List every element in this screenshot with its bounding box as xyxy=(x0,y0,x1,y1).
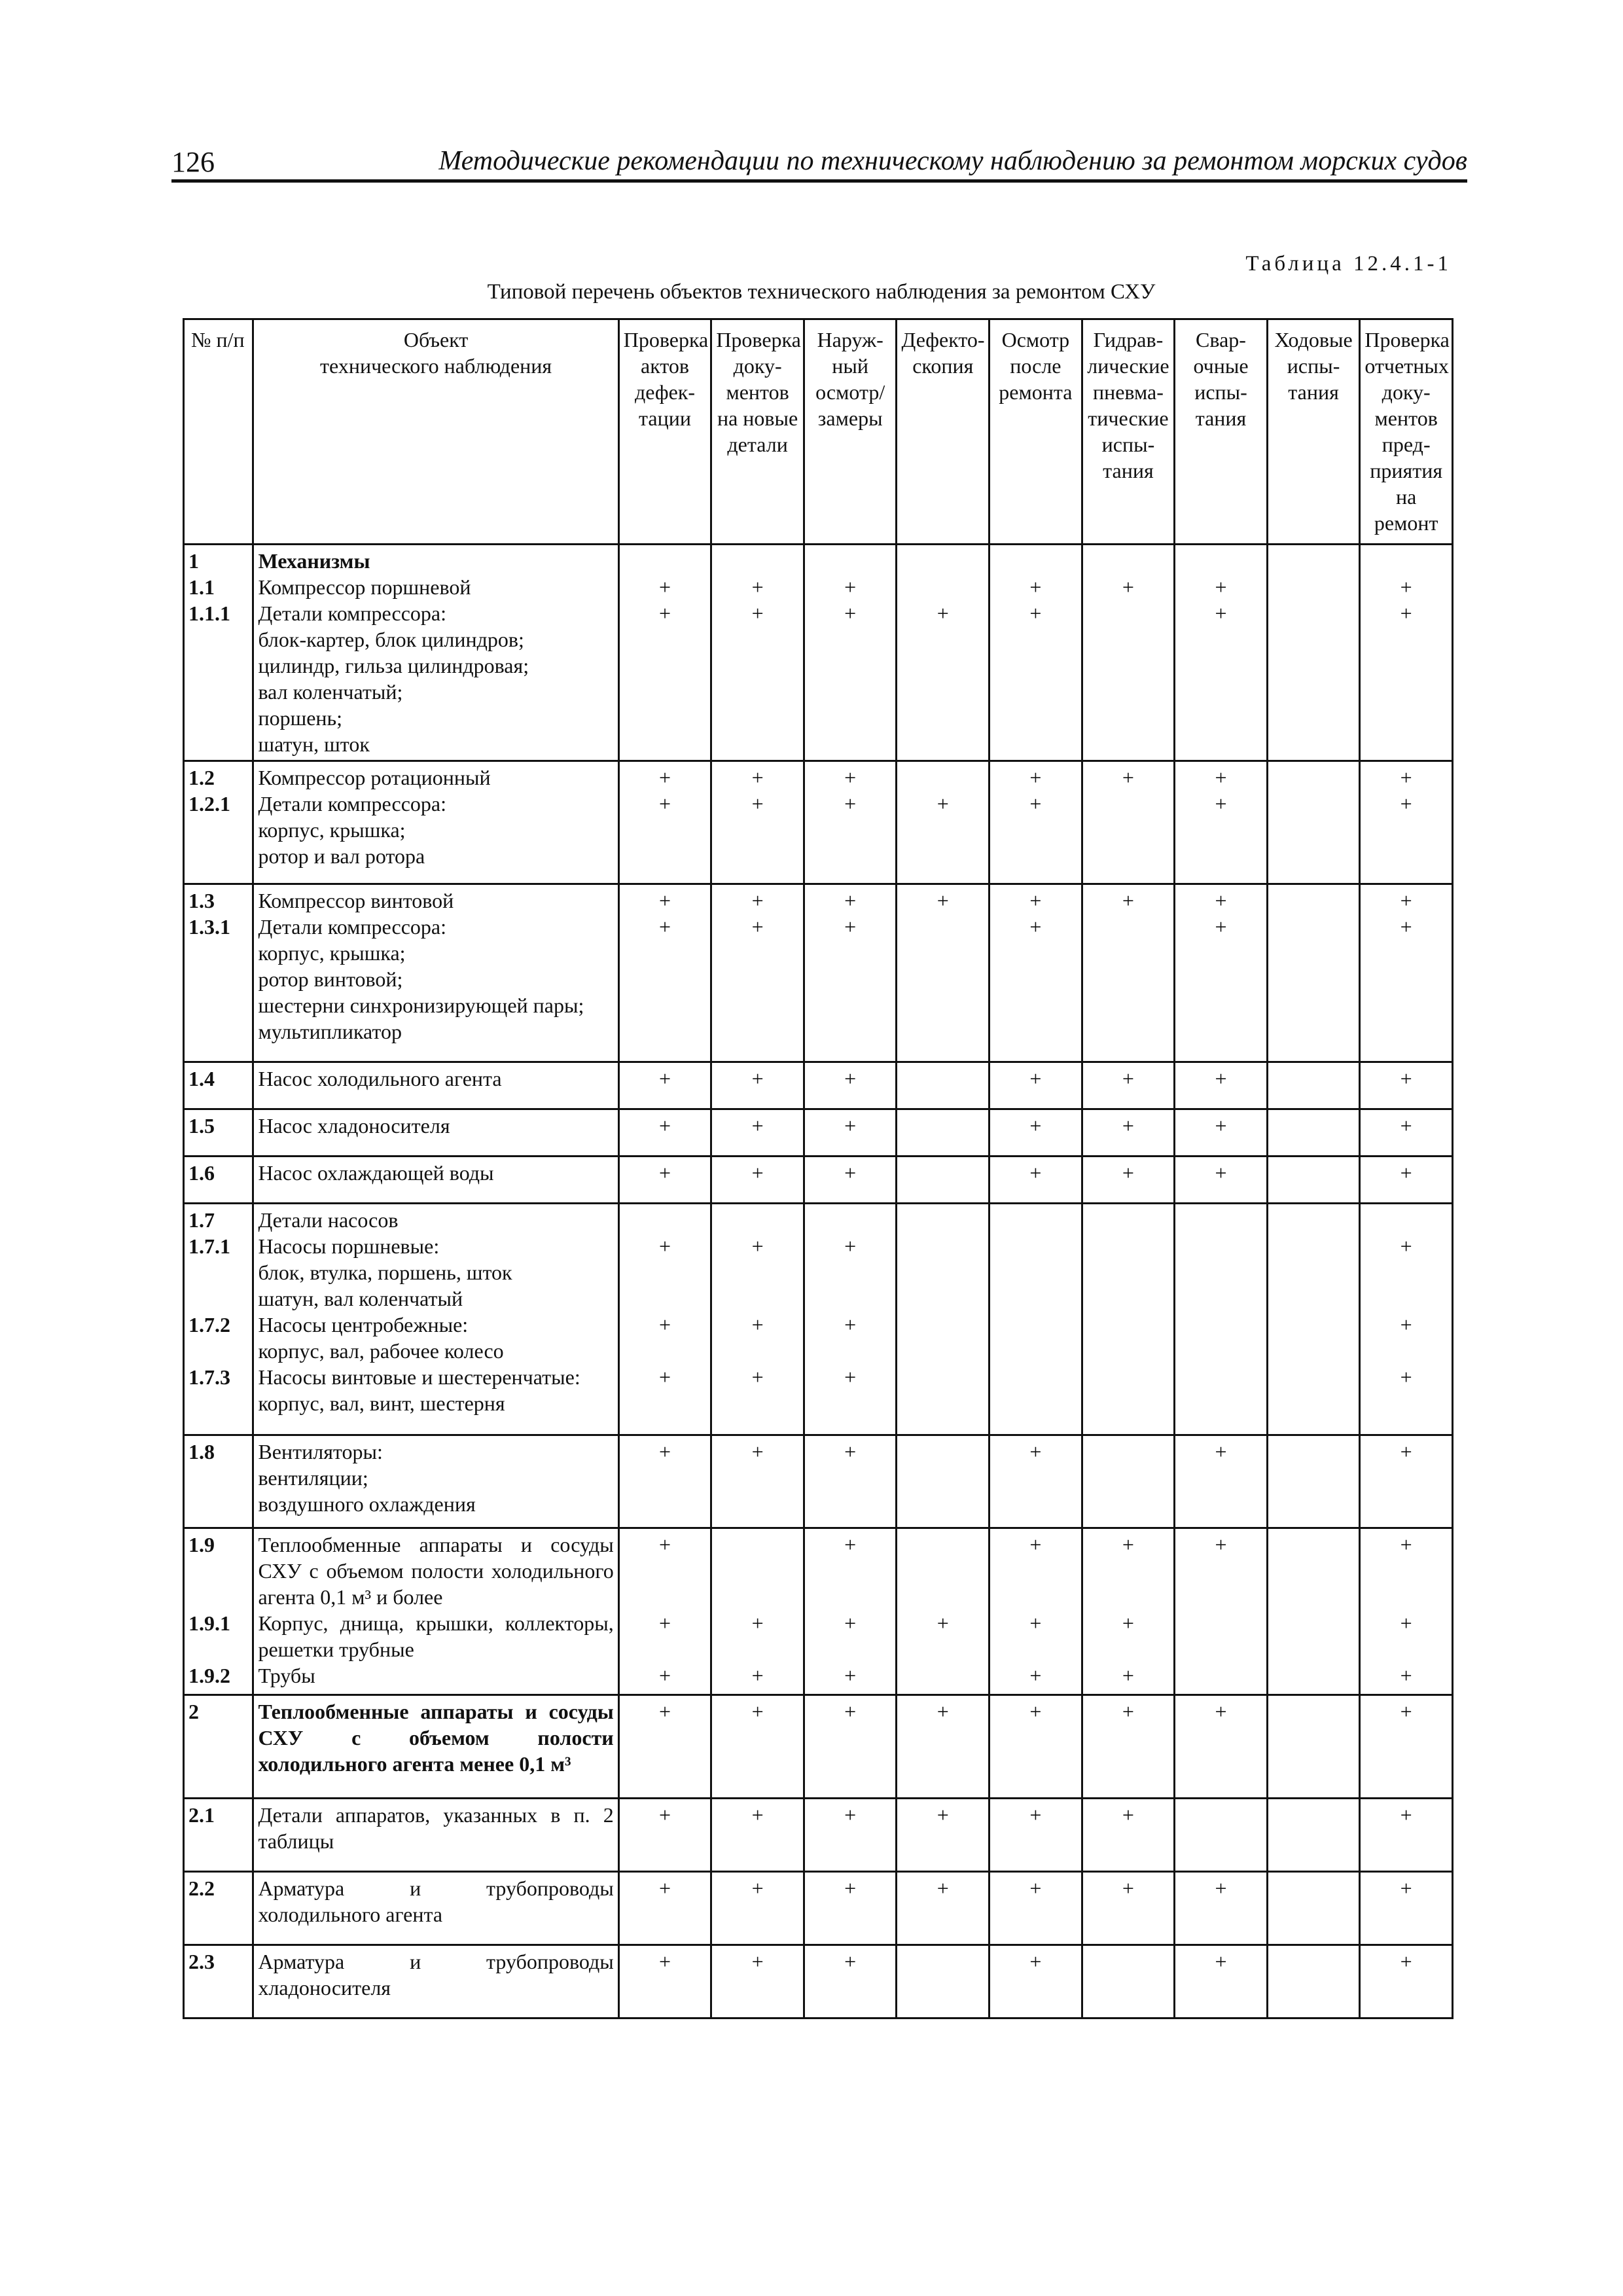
check-mark-cell: + + xyxy=(711,884,804,1062)
inspection-object xyxy=(253,761,618,884)
check-mark-cell: + xyxy=(1082,1062,1175,1109)
check-mark-cell: + + xyxy=(1360,545,1453,761)
check-mark-cell: + xyxy=(1082,545,1175,761)
check-mark-cell: + xyxy=(711,1799,804,1872)
object-text: Насос хладоносителя xyxy=(258,1114,450,1138)
check-mark-cell xyxy=(990,1204,1082,1435)
check-mark-cell: + + + xyxy=(618,1528,711,1695)
check-mark-cell xyxy=(1267,1945,1360,2018)
table-label: Таблица 12.4.1-1 xyxy=(1245,252,1452,276)
inspection-object xyxy=(253,1799,618,1872)
object-text: Компрессор ротационный Детали компрессора: корпус, крышка; ротор и вал ротора xyxy=(258,766,491,868)
check-mark-cell: + xyxy=(618,1109,711,1157)
check-mark-cell: + xyxy=(990,1799,1082,1872)
column-header: № п/п xyxy=(184,319,253,545)
check-mark-cell: + xyxy=(1360,1109,1453,1157)
check-mark-cell: + xyxy=(618,1157,711,1204)
object-text: Арматура и трубопроводы хладоносителя xyxy=(258,1950,614,2000)
check-mark-cell: + xyxy=(1175,1435,1268,1528)
check-mark-cell: + + xyxy=(711,545,804,761)
inspection-table xyxy=(183,318,1454,2019)
check-mark-cell xyxy=(1267,1204,1360,1435)
column-header: Осмотр после ремонта xyxy=(990,319,1082,545)
check-mark-cell: + + xyxy=(804,761,897,884)
check-mark-cell: + xyxy=(1175,1945,1268,2018)
inspection-object xyxy=(253,1945,618,2018)
column-header: Свар- очные испы- тания xyxy=(1175,319,1268,545)
check-mark-cell: + xyxy=(990,1062,1082,1109)
item-number: 1.5 xyxy=(184,1109,253,1157)
check-mark-cell: + + xyxy=(618,761,711,884)
item-number: 1.2 1.2.1 xyxy=(184,761,253,884)
check-mark-cell: + + xyxy=(1175,545,1268,761)
check-mark-cell: + + xyxy=(804,545,897,761)
check-mark-cell: + xyxy=(990,1109,1082,1157)
check-mark-cell: + xyxy=(804,1109,897,1157)
check-mark-cell xyxy=(897,1945,990,2018)
check-mark-cell: + xyxy=(1082,1157,1175,1204)
check-mark-cell: + xyxy=(1082,761,1175,884)
check-mark-cell: + + xyxy=(711,761,804,884)
table-row xyxy=(184,1157,1453,1204)
column-header: Ходовые испы- тания xyxy=(1267,319,1360,545)
inspection-object xyxy=(253,1204,618,1435)
item-number: 1.6 xyxy=(184,1157,253,1204)
table-row xyxy=(184,884,1453,1062)
object-text: Теплообменные аппараты и сосуды СХУ с объемом полости холодильного агента 0,1 м³ и более Корпус, днища, крышки, коллекторы, решетки трубные Трубы xyxy=(258,1533,614,1687)
check-mark-cell: + xyxy=(1082,884,1175,1062)
check-mark-cell: + xyxy=(711,1062,804,1109)
table-caption: Типовой перечень объектов технического наблюдения за ремонтом СХУ xyxy=(487,280,1156,304)
check-mark-cell: + + + xyxy=(618,1204,711,1435)
check-mark-cell: + xyxy=(990,1695,1082,1799)
object-text: Насос охлаждающей воды xyxy=(258,1161,494,1185)
check-mark-cell: + + + xyxy=(711,1204,804,1435)
check-mark-cell: + xyxy=(804,1695,897,1799)
item-number: 1.4 xyxy=(184,1062,253,1109)
check-mark-cell: + xyxy=(1175,1109,1268,1157)
item-number: 1.9 1.9.1 1.9.2 xyxy=(184,1528,253,1695)
page-header xyxy=(171,145,1467,183)
inspection-object xyxy=(253,884,618,1062)
table-body xyxy=(184,545,1453,2018)
check-mark-cell: + xyxy=(711,1109,804,1157)
check-mark-cell: + xyxy=(1360,1695,1453,1799)
check-mark-cell: + xyxy=(1082,1109,1175,1157)
check-mark-cell xyxy=(897,1204,990,1435)
check-mark-cell: + xyxy=(711,1157,804,1204)
table-header xyxy=(184,319,1453,545)
column-header: Наруж- ный осмотр/ замеры xyxy=(804,319,897,545)
check-mark-cell: + + xyxy=(804,884,897,1062)
column-header: Гидрав- лические пневма- тические испы- тания xyxy=(1082,319,1175,545)
inspection-object xyxy=(253,1109,618,1157)
check-mark-cell: + xyxy=(1175,1157,1268,1204)
item-number: 1 1.1 1.1.1 xyxy=(184,545,253,761)
check-mark-cell: + + xyxy=(618,884,711,1062)
check-mark-cell xyxy=(1082,1945,1175,2018)
check-mark-cell xyxy=(1175,1799,1268,1872)
check-mark-cell: + xyxy=(897,1528,990,1695)
check-mark-cell: + xyxy=(618,1435,711,1528)
check-mark-cell: + + + xyxy=(1082,1528,1175,1695)
object-text: Детали насосов Насосы поршневые: блок, втулка, поршень, шток шатун, вал коленчатый Насосы центробежные: корпус, вал, рабочее колесо Насосы винтовые и шестеренчатые: корпус, вал, винт, шестерня xyxy=(258,1208,580,1415)
column-header: Проверка актов дефек- тации xyxy=(618,319,711,545)
column-header: Дефекто- скопия xyxy=(897,319,990,545)
check-mark-cell: + + + xyxy=(804,1528,897,1695)
check-mark-cell: + xyxy=(618,1799,711,1872)
check-mark-cell xyxy=(1267,1872,1360,1945)
check-mark-cell: + + xyxy=(1175,761,1268,884)
item-number: 2.3 xyxy=(184,1945,253,2018)
check-mark-cell: + + + xyxy=(804,1204,897,1435)
check-mark-cell: + xyxy=(1082,1799,1175,1872)
check-mark-cell: + xyxy=(990,1157,1082,1204)
check-mark-cell xyxy=(1267,1695,1360,1799)
inspection-object xyxy=(253,1062,618,1109)
column-header: Проверка отчетных доку- ментов пред- приятия на ремонт xyxy=(1360,319,1453,545)
inspection-object xyxy=(253,1435,618,1528)
check-mark-cell: + + xyxy=(1360,761,1453,884)
check-mark-cell: + xyxy=(711,1435,804,1528)
check-mark-cell: + xyxy=(804,1799,897,1872)
check-mark-cell: + + xyxy=(990,545,1082,761)
item-number: 2.1 xyxy=(184,1799,253,1872)
check-mark-cell: + + xyxy=(1360,884,1453,1062)
check-mark-cell xyxy=(897,1062,990,1109)
check-mark-cell: + xyxy=(897,1799,990,1872)
object-text: Компрессор поршневой Детали компрессора: блок-картер, блок цилиндров; цилиндр, гильза цилиндровая; вал коленчатый; поршень; шатун, шток xyxy=(258,575,529,756)
column-header: Объект технического наблюдения xyxy=(253,319,618,545)
table-row xyxy=(184,1945,1453,2018)
object-heading: Теплообменные аппараты и сосуды СХУ с объемом полости холодильного агента менее 0,1 м³ xyxy=(258,1700,614,1776)
item-number: 2.2 xyxy=(184,1872,253,1945)
check-mark-cell: + xyxy=(897,761,990,884)
check-mark-cell: + xyxy=(1175,1062,1268,1109)
check-mark-cell: + xyxy=(1360,1435,1453,1528)
page-number: 126 xyxy=(171,146,215,178)
check-mark-cell: + xyxy=(897,545,990,761)
check-mark-cell: + xyxy=(1360,1872,1453,1945)
check-mark-cell: + xyxy=(1175,1695,1268,1799)
check-mark-cell: + xyxy=(1360,1062,1453,1109)
check-mark-cell: + xyxy=(897,1695,990,1799)
table-row xyxy=(184,545,1453,761)
check-mark-cell: + xyxy=(1082,1872,1175,1945)
check-mark-cell xyxy=(1082,1435,1175,1528)
check-mark-cell: + xyxy=(618,1872,711,1945)
check-mark-cell: + xyxy=(711,1872,804,1945)
check-mark-cell: + xyxy=(897,884,990,1062)
check-mark-cell xyxy=(1175,1204,1268,1435)
object-text: Компрессор винтовой Детали компрессора: корпус, крышка; ротор винтовой; шестерни синхронизирующей пары; мультипликатор xyxy=(258,889,584,1043)
table-row xyxy=(184,1204,1453,1435)
table-row xyxy=(184,1872,1453,1945)
check-mark-cell: + xyxy=(804,1872,897,1945)
check-mark-cell: + xyxy=(897,1872,990,1945)
check-mark-cell: + + + xyxy=(1360,1204,1453,1435)
check-mark-cell: + xyxy=(804,1062,897,1109)
object-text: Арматура и трубопроводы холодильного агента xyxy=(258,1876,614,1926)
check-mark-cell: + + xyxy=(1175,884,1268,1062)
check-mark-cell: + xyxy=(711,1945,804,2018)
check-mark-cell xyxy=(1267,545,1360,761)
inspection-object xyxy=(253,1528,618,1695)
object-text: Насос холодильного агента xyxy=(258,1067,502,1090)
check-mark-cell: + xyxy=(1175,1528,1268,1695)
inspection-object xyxy=(253,1872,618,1945)
check-mark-cell xyxy=(897,1435,990,1528)
object-text: Детали аппаратов, указанных в п. 2 таблицы xyxy=(258,1803,614,1853)
check-mark-cell xyxy=(1267,1528,1360,1695)
inspection-object xyxy=(253,1695,618,1799)
check-mark-cell: + xyxy=(1175,1872,1268,1945)
table-row xyxy=(184,761,1453,884)
inspection-object xyxy=(253,1157,618,1204)
check-mark-cell: + xyxy=(990,1945,1082,2018)
table-row xyxy=(184,1799,1453,1872)
check-mark-cell: + xyxy=(1360,1799,1453,1872)
inspection-object xyxy=(253,545,618,761)
check-mark-cell xyxy=(1082,1204,1175,1435)
check-mark-cell xyxy=(1267,884,1360,1062)
table-row xyxy=(184,1109,1453,1157)
check-mark-cell: + xyxy=(618,1062,711,1109)
check-mark-cell xyxy=(1267,1109,1360,1157)
check-mark-cell: + + xyxy=(990,761,1082,884)
check-mark-cell xyxy=(1267,1157,1360,1204)
object-text: Вентиляторы: вентиляции; воздушного охлаждения xyxy=(258,1440,476,1516)
check-mark-cell: + + xyxy=(711,1528,804,1695)
item-number: 2 xyxy=(184,1695,253,1799)
table-row xyxy=(184,1528,1453,1695)
check-mark-cell xyxy=(897,1109,990,1157)
table-row xyxy=(184,1435,1453,1528)
item-number: 1.8 xyxy=(184,1435,253,1528)
check-mark-cell: + xyxy=(1360,1945,1453,2018)
running-title: Методические рекомендации по техническому наблюдению за ремонтом морских судов xyxy=(438,146,1467,176)
check-mark-cell: + + + xyxy=(1360,1528,1453,1695)
header-row xyxy=(184,319,1453,545)
check-mark-cell: + xyxy=(618,1945,711,2018)
table-row xyxy=(184,1062,1453,1109)
check-mark-cell xyxy=(897,1157,990,1204)
column-header: Проверка доку- ментов на новые детали xyxy=(711,319,804,545)
check-mark-cell: + xyxy=(990,1872,1082,1945)
item-number: 1.3 1.3.1 xyxy=(184,884,253,1062)
check-mark-cell: + xyxy=(990,1435,1082,1528)
check-mark-cell: + xyxy=(1360,1157,1453,1204)
check-mark-cell: + xyxy=(804,1157,897,1204)
check-mark-cell: + + xyxy=(990,884,1082,1062)
check-mark-cell xyxy=(1267,761,1360,884)
object-heading: Механизмы xyxy=(258,549,370,573)
table-row xyxy=(184,1695,1453,1799)
check-mark-cell: + xyxy=(618,1695,711,1799)
check-mark-cell: + + + xyxy=(990,1528,1082,1695)
check-mark-cell: + xyxy=(804,1945,897,2018)
check-mark-cell: + xyxy=(804,1435,897,1528)
check-mark-cell xyxy=(1267,1062,1360,1109)
check-mark-cell xyxy=(1267,1435,1360,1528)
check-mark-cell xyxy=(1267,1799,1360,1872)
check-mark-cell: + xyxy=(711,1695,804,1799)
check-mark-cell: + + xyxy=(618,545,711,761)
check-mark-cell: + xyxy=(1082,1695,1175,1799)
item-number: 1.7 1.7.1 1.7.2 1.7.3 xyxy=(184,1204,253,1435)
